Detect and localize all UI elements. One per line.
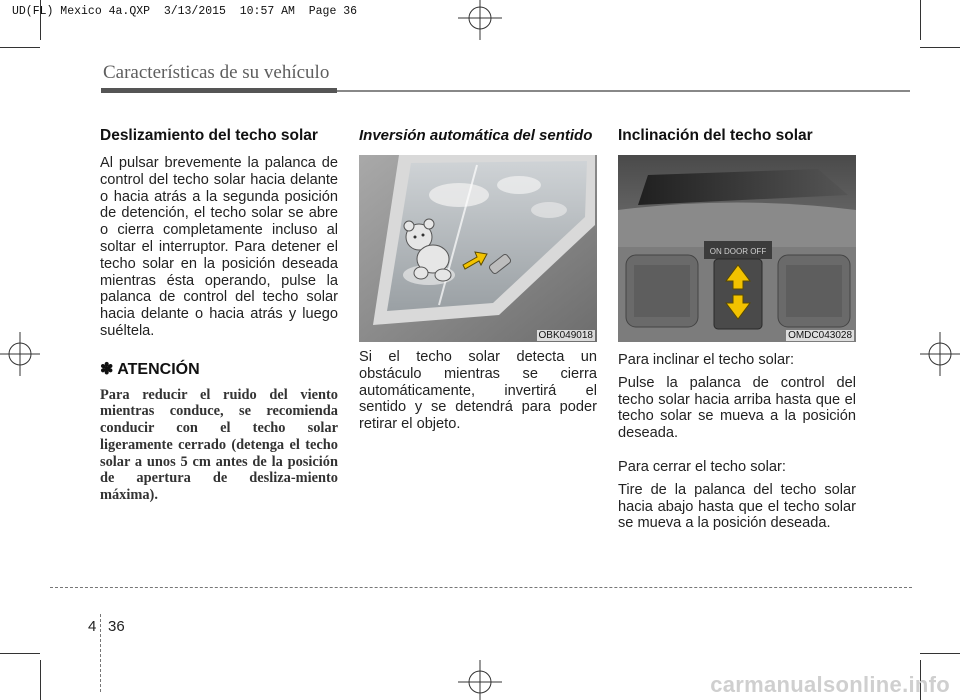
chapter-number: 4 — [88, 618, 97, 635]
column-tilt — [618, 126, 856, 532]
section-heading-tilt: Inclinación del techo solar — [618, 127, 813, 144]
column-auto-reverse — [359, 126, 597, 433]
tilt-open-intro: Para inclinar el techo solar: — [618, 352, 795, 368]
console-switch-label: ON DOOR OFF — [709, 247, 767, 256]
registration-mark-top — [448, 0, 512, 40]
figure-code-obstacle: OBK049018 — [538, 330, 593, 341]
auto-reverse-body-text: Si el techo solar detecta un obstáculo mientras se cierra automáticamente, invertirá el sentido y se detendrá para poder retirar el objeto. — [359, 349, 597, 433]
warning-box — [100, 360, 338, 504]
section-heading-sliding: Deslizamiento del techo solar — [100, 127, 318, 144]
warning-text: Para reducir el ruido del viento mientras conduce, se recomienda conducir con el techo solar ligeramente cerrado (detenga el techo solar a unos 5 cm antes de la posición de apertura de desliza-miento máxima). — [100, 386, 338, 503]
registration-mark-left — [0, 322, 40, 386]
registration-mark-right — [920, 322, 960, 386]
footer-divider — [50, 587, 912, 588]
section-heading-auto-reverse: Inversión automática del sentido — [359, 127, 593, 144]
warning-title — [100, 360, 338, 380]
warning-symbol-icon: ✽ — [100, 360, 114, 378]
column-sliding — [100, 126, 338, 504]
overhead-console-illustration — [618, 155, 856, 342]
figure-overhead-console — [618, 155, 856, 342]
footer-tick — [100, 614, 102, 692]
figure-sunroof-obstacle — [359, 155, 597, 342]
figure-code-console: OMDC043028 — [788, 330, 852, 341]
site-watermark: carmanualsonline.info — [710, 672, 950, 697]
tilt-close-intro: Para cerrar el techo solar: — [618, 458, 786, 475]
warning-title-text: ATENCIÓN — [117, 360, 200, 378]
page-header-title: Características de su vehículo — [103, 62, 330, 83]
tilt-close-text: Tire de la palanca del techo solar hacia abajo hasta que el techo solar se mueva a la posición deseada. — [618, 481, 856, 532]
registration-mark-bottom — [448, 660, 512, 700]
header-rule-light — [337, 90, 910, 92]
print-slug: UD(FL) Mexico 4a.QXP 3/13/2015 10:57 AM Page 36 — [12, 5, 358, 18]
header-rule-dark — [101, 88, 337, 93]
sunroof-obstacle-illustration — [359, 155, 597, 342]
page-number: 36 — [108, 618, 125, 635]
tilt-open-text: Pulse la palanca de control del techo solar hacia arriba hasta que el techo solar se mueva a la posición deseada. — [618, 374, 856, 442]
sliding-body-text: Al pulsar brevemente la palanca de control del techo solar hacia delante o hacia atrás a la segunda posición de detención, el techo solar se abre o cierra completamente incluso al soltar el interruptor. Para detener el techo solar en la posición deseada mientras ésta operando, pulse la palanca de control del techo solar hacia delante o hacia atrás y luego suéltela. — [100, 155, 338, 339]
